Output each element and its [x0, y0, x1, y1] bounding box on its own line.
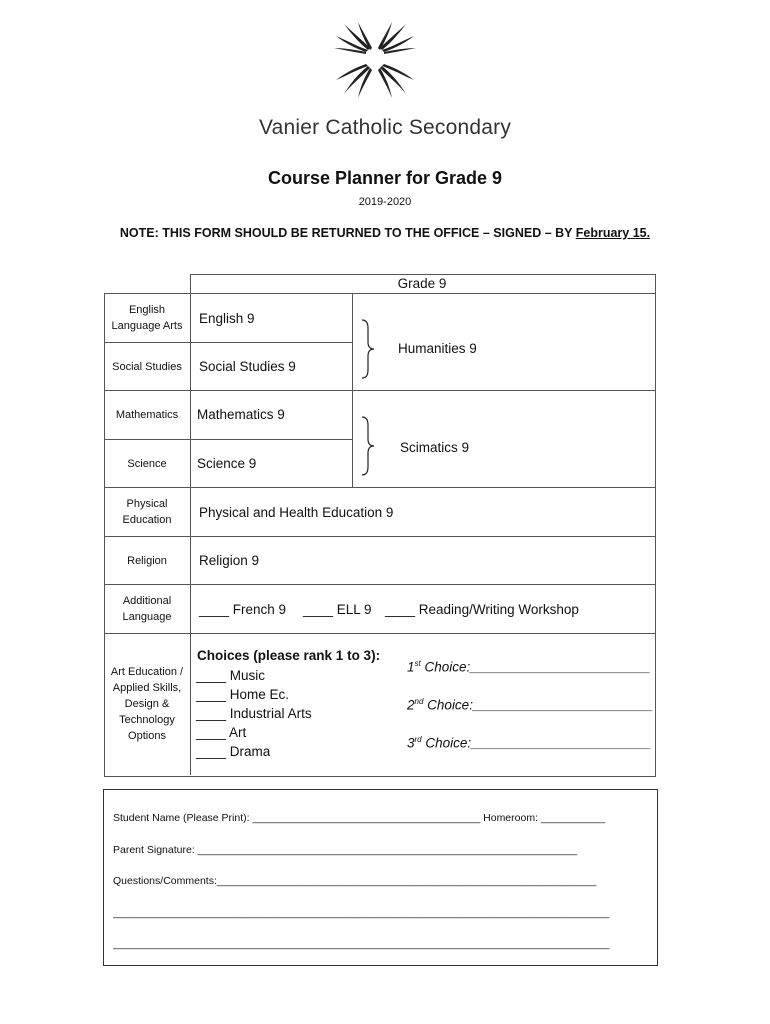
parent-signature-field[interactable]: Parent Signature: _________________________________________________________________ — [113, 844, 578, 856]
page-title: Course Planner for Grade 9 — [267, 168, 503, 188]
brace-icon — [360, 318, 380, 380]
option-home-ec[interactable]: ____ Home Ec. — [196, 687, 290, 702]
school-logo — [330, 20, 420, 100]
course-religion: Religion 9 — [199, 553, 260, 568]
option-french[interactable]: ____ French 9 — [199, 602, 287, 617]
label-art-education: Art Education / Applied Skills, Design & Technology Options — [110, 666, 184, 742]
return-note — [0, 226, 770, 240]
label-social-studies: Social Studies — [112, 361, 182, 373]
option-drama[interactable]: ____ Drama — [196, 744, 271, 759]
label-physical-education: Physical Education — [122, 498, 172, 526]
humanities-label: Humanities 9 — [398, 341, 477, 356]
school-year: 2019-2020 — [358, 196, 412, 208]
course-mathematics: Mathematics 9 — [197, 407, 285, 422]
scimatics-label: Scimatics 9 — [400, 440, 470, 455]
note-text: NOTE: THIS FORM SHOULD BE RETURNED TO THE OFFICE – SIGNED – BY — [119, 226, 576, 240]
school-name: Vanier Catholic Secondary — [258, 116, 512, 139]
third-choice-field[interactable]: 3rd Choice:________________________ — [407, 735, 652, 751]
label-science: Science — [127, 458, 167, 470]
course-physical-education: Physical and Health Education 9 — [199, 505, 394, 520]
brace-icon — [360, 415, 380, 477]
option-reading-writing[interactable]: ____ Reading/Writing Workshop — [385, 602, 579, 617]
choices-title: Choices (please rank 1 to 3): — [197, 648, 381, 663]
course-science: Science 9 — [197, 456, 257, 471]
course-social-studies: Social Studies 9 — [199, 359, 296, 374]
label-additional-language: Additional Language — [122, 595, 172, 623]
option-industrial-arts[interactable]: ____ Industrial Arts — [196, 706, 312, 721]
grade-header: Grade 9 — [397, 276, 447, 291]
option-music[interactable]: ____ Music — [196, 668, 266, 683]
first-choice-field[interactable]: 1st Choice:________________________ — [407, 659, 651, 675]
student-name-field[interactable]: Student Name (Please Print): _______________________________________ Homeroom: ___________ — [113, 812, 606, 824]
label-mathematics: Mathematics — [115, 409, 179, 421]
second-choice-field[interactable]: 2nd Choice:________________________ — [407, 697, 654, 713]
comments-line-2[interactable]: _____________________________________________________________________________________ — [113, 938, 610, 950]
option-art[interactable]: ____ Art — [196, 725, 247, 740]
note-date: February 15. — [575, 226, 651, 240]
comments-line-1[interactable]: _____________________________________________________________________________________ — [113, 907, 610, 919]
label-english: English Language Arts — [111, 304, 183, 332]
label-religion: Religion — [127, 555, 167, 567]
questions-field[interactable]: Questions/Comments:_________________________________________________________________ — [113, 875, 597, 887]
option-ell[interactable]: ____ ELL 9 — [303, 602, 372, 617]
course-english: English 9 — [199, 311, 255, 326]
